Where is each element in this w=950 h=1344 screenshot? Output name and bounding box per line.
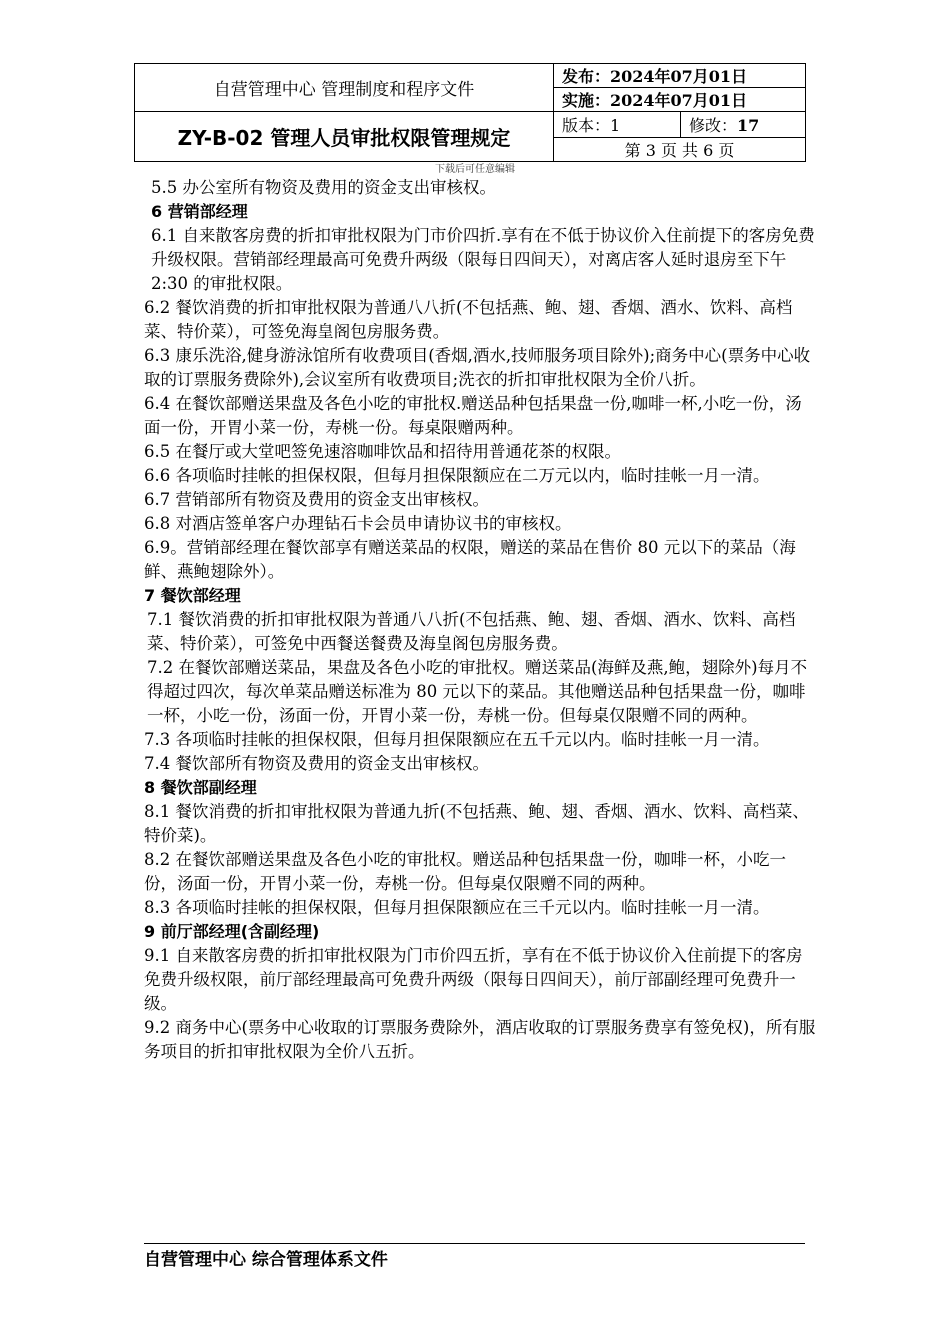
paragraph: 6.2 餐饮消费的折扣审批权限为普通八八折(不包括燕、鲍、翅、香烟、酒水、饮料、高档菜、特价菜），可签免海皇阁包房服务费。: [144, 298, 793, 341]
paragraph: 6.6 各项临时挂帐的担保权限，但每月担保限额应在二万元以内，临时挂帐一月一清。: [144, 466, 770, 485]
footer-text: 自营管理中心 综合管理体系文件: [144, 1250, 388, 1270]
section-heading: 7 餐饮部经理: [144, 586, 241, 605]
paragraph: 6.4 在餐饮部赠送果盘及各色小吃的审批权.赠送品种包括果盘一份,咖啡一杯,小吃一份，汤面一份，开胃小菜一份，寿桃一份。每桌限赠两种。: [144, 394, 802, 437]
paragraph: 6.8 对酒店签单客户办理钻石卡会员申请协议书的审核权。: [144, 514, 572, 533]
paragraph: 6.3 康乐洗浴,健身游泳馆所有收费项目(香烟,酒水,技师服务项目除外);商务中心(票务中心收取的订票服务费除外),会议室所有收费项目;洗衣的折扣审批权限为全价八折。: [144, 346, 811, 389]
paragraph: 6.1 自来散客房费的折扣审批权限为门市价四折.享有在不低于协议价入住前提下的客房免费升级权限。营销部经理最高可免费升两级（限每日四间天），对离店客人延时退房至下午 2:30 的审批权限。: [151, 226, 815, 293]
paragraph: 7.2 在餐饮部赠送菜品，果盘及各色小吃的审批权。赠送菜品(海鲜及燕,鲍，翅除外)每月不得超过四次，每次单菜品赠送标准为 80 元以下的菜品。其他赠送品种包括果盘一份，咖啡一杯，小吃一份，汤面一份，开胃小菜一份，寿桃一份。但每桌仅限赠不同的两种。: [147, 658, 808, 725]
doc-title: ZY-B-02 管理人员审批权限管理规定: [135, 112, 554, 162]
paragraph: 6.5 在餐厅或大堂吧签免速溶咖啡饮品和招待用普通花茶的权限。: [144, 442, 621, 461]
version-label: 版本：: [562, 115, 611, 135]
paragraph: 6.9。营销部经理在餐饮部享有赠送菜品的权限，赠送的菜品在售价 80 元以下的菜品（海鲜、燕鲍翅除外）。: [144, 538, 796, 581]
paragraph: 7.1 餐饮消费的折扣审批权限为普通八八折(不包括燕、鲍、翅、香烟、酒水、饮料、高档菜、特价菜），可签免中西餐送餐费及海皇阁包房服务费。: [147, 610, 796, 653]
page-number: 第 3 页 共 6 页: [554, 137, 806, 162]
revision-label: 修改：: [689, 115, 738, 135]
paragraph: 7.4 餐饮部所有物资及费用的资金支出审核权。: [144, 754, 489, 773]
version-cell: [554, 112, 681, 138]
document-header-table: [134, 63, 806, 162]
paragraph: 6.7 营销部所有物资及费用的资金支出审核权。: [144, 490, 489, 509]
revision-value: 17: [737, 115, 760, 135]
revision-cell: [681, 112, 806, 138]
footer-divider: [144, 1243, 805, 1244]
publish-date: 发布：2024年07月01日: [554, 64, 806, 88]
version-value: 1: [610, 115, 621, 135]
paragraph: 8.1 餐饮消费的折扣审批权限为普通九折(不包括燕、鲍、翅、香烟、酒水、饮料、高档菜、特价菜)。: [144, 802, 809, 845]
paragraph: 9.1 自来散客房费的折扣审批权限为门市价四五折，享有在不低于协议价入住前提下的客房免费升级权限，前厅部经理最高可免费升两级（限每日四间天），前厅部副经理可免费升一级。: [144, 946, 803, 1013]
paragraph: 5.5 办公室所有物资及费用的资金支出审核权。: [151, 178, 496, 197]
section-heading: 6 营销部经理: [151, 202, 248, 221]
section-heading: 8 餐饮部副经理: [144, 778, 257, 797]
section-heading: 9 前厅部经理(含副经理): [144, 922, 320, 941]
paragraph: 9.2 商务中心(票务中心收取的订票服务费除外，酒店收取的订票服务费享有签免权)，所有服务项目的折扣审批权限为全价八五折。: [144, 1018, 816, 1061]
watermark-text: 下载后可任意编辑: [435, 164, 515, 175]
paragraph: 8.2 在餐饮部赠送果盘及各色小吃的审批权。赠送品种包括果盘一份，咖啡一杯，小吃一份，汤面一份，开胃小菜一份，寿桃一份。但每桌仅限赠不同的两种。: [144, 850, 786, 893]
paragraph: 8.3 各项临时挂帐的担保权限，但每月担保限额应在三千元以内。临时挂帐一月一清。: [144, 898, 770, 917]
implement-date: 实施：2024年07月01日: [554, 88, 806, 112]
document-body: [144, 176, 816, 1064]
org-title: 自营管理中心 管理制度和程序文件: [135, 64, 554, 112]
paragraph: 7.3 各项临时挂帐的担保权限，但每月担保限额应在五千元以内。临时挂帐一月一清。: [144, 730, 770, 749]
